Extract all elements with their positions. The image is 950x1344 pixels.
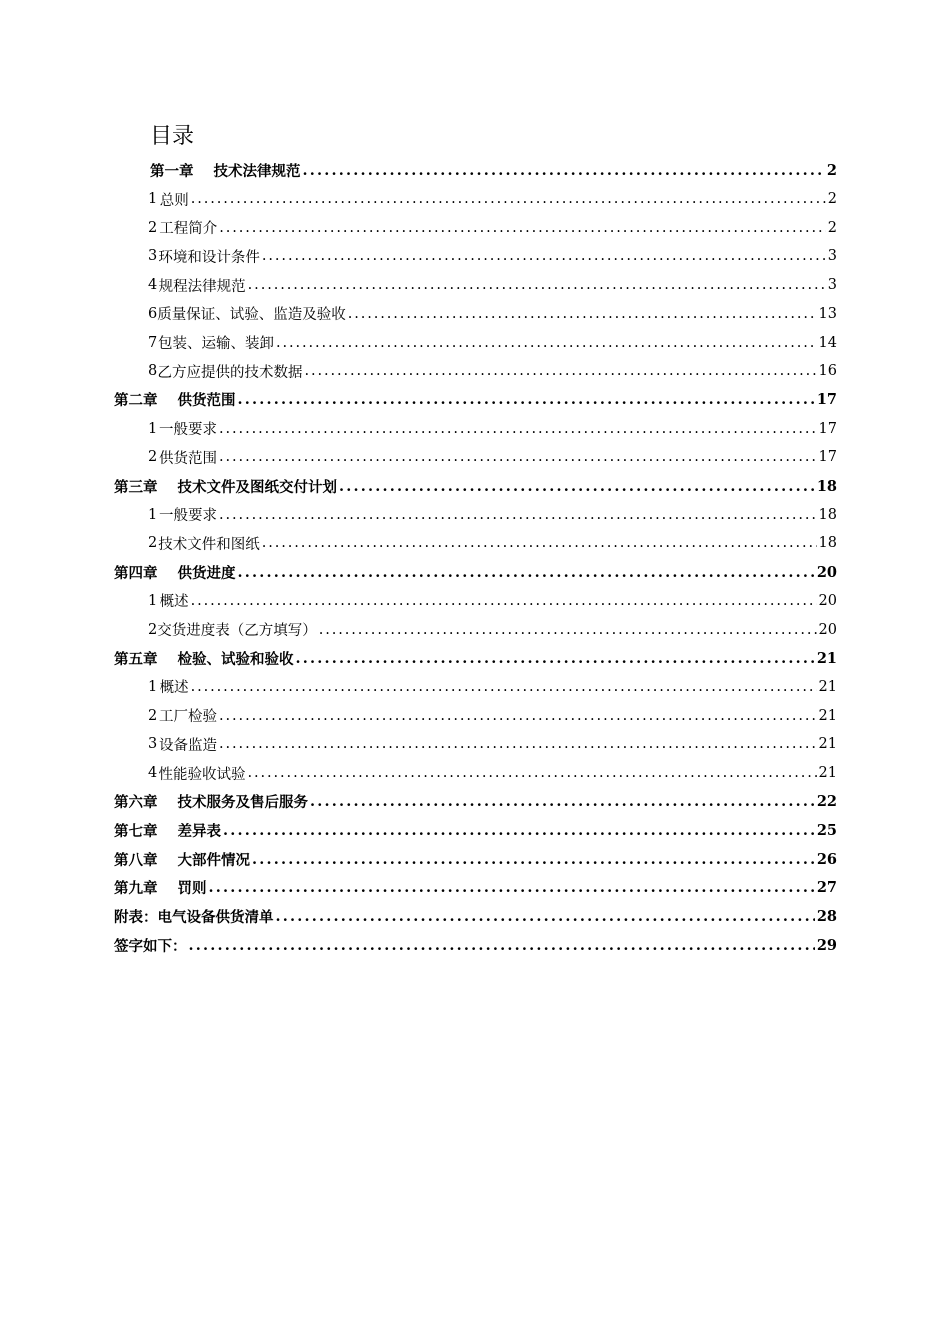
chapter-number: 第一章	[150, 162, 194, 180]
section-title: 乙方应提供的技术数据	[157, 364, 303, 381]
leader-dots	[304, 363, 816, 379]
page-number: 2	[827, 219, 837, 236]
toc-chapter-2[interactable]	[114, 386, 837, 415]
section-number: 3	[148, 736, 158, 753]
section-title: 性能验收试验	[158, 766, 246, 783]
page-number: 2	[827, 191, 837, 208]
toc-section[interactable]	[148, 414, 837, 443]
section-number: 4	[148, 765, 158, 782]
section-number: 6	[148, 305, 158, 322]
page-number: 3	[827, 248, 837, 265]
leader-dots	[238, 564, 815, 581]
section-title: 交货进度表（乙方填写）	[157, 623, 317, 640]
leader-dots	[219, 736, 817, 752]
page-number: 17	[818, 420, 837, 437]
chapter-number: 第九章	[114, 880, 158, 898]
toc-section[interactable]	[148, 673, 837, 702]
toc-section[interactable]	[148, 587, 837, 616]
section-title: 一般要求	[159, 508, 218, 525]
section-title: 工厂检验	[159, 709, 218, 726]
toc-section[interactable]	[148, 615, 837, 644]
section-title: 环境和设计条件	[158, 249, 260, 266]
leader-dots	[248, 765, 817, 781]
chapter-title: 大部件情况	[177, 851, 250, 869]
chapter-number: 第四章	[114, 564, 158, 582]
page-number: 20	[816, 563, 837, 581]
toc-section[interactable]	[148, 500, 837, 529]
chapter-title: 检验、试验和验收	[177, 650, 294, 668]
leader-dots	[348, 306, 817, 322]
toc-chapter-8[interactable]	[114, 845, 837, 874]
toc-chapter-1[interactable]	[150, 156, 837, 185]
chapter-number: 第二章	[114, 392, 158, 410]
section-number: 2	[148, 707, 158, 724]
leader-dots	[262, 535, 817, 551]
page-number: 21	[818, 765, 837, 782]
leader-dots	[219, 421, 817, 437]
section-title: 设备监造	[159, 737, 218, 754]
leader-dots	[191, 679, 817, 695]
leader-dots	[339, 478, 815, 495]
page-number: 21	[818, 678, 837, 695]
leader-dots	[219, 708, 817, 724]
page-number: 26	[816, 850, 837, 868]
section-number: 1	[148, 420, 158, 437]
section-number: 7	[148, 334, 158, 351]
toc-appendix[interactable]	[114, 902, 837, 931]
chapter-number: 第六章	[114, 794, 158, 812]
leader-dots	[189, 937, 815, 954]
leader-dots	[191, 593, 817, 609]
page-number: 20	[818, 621, 837, 638]
section-title: 包装、运输、装卸	[157, 336, 274, 353]
page-number: 21	[818, 736, 837, 753]
section-title: 概述	[159, 594, 189, 611]
signature-title: 签字如下：	[114, 937, 187, 955]
chapter-number: 第五章	[114, 650, 158, 668]
leader-dots	[276, 908, 815, 925]
toc-chapter-7[interactable]	[114, 816, 837, 845]
page-number: 18	[818, 506, 837, 523]
chapter-title: 技术法律规范	[213, 162, 301, 180]
section-title: 技术文件和图纸	[158, 536, 260, 553]
section-number: 1	[148, 191, 158, 208]
page-number: 22	[816, 793, 837, 811]
leader-dots	[303, 162, 825, 179]
toc-section[interactable]	[148, 701, 837, 730]
section-title: 工程简介	[159, 221, 218, 238]
leader-dots	[219, 507, 817, 523]
chapter-title: 技术文件及图纸交付计划	[177, 478, 337, 496]
section-title: 规程法律规范	[158, 278, 246, 295]
page-number: 3	[827, 277, 837, 294]
page-number: 28	[816, 908, 837, 926]
section-number: 1	[148, 678, 158, 695]
toc-chapter-3[interactable]	[114, 472, 837, 501]
toc-title: 目录	[150, 124, 195, 149]
appendix-title: 附表：电气设备供货清单	[114, 909, 274, 927]
page-number: 16	[818, 363, 837, 380]
page-number: 18	[818, 535, 837, 552]
chapter-title: 罚则	[177, 880, 207, 898]
section-title: 一般要求	[159, 422, 218, 439]
section-title: 总则	[159, 192, 189, 209]
leader-dots	[223, 822, 815, 839]
section-number: 1	[148, 592, 158, 609]
section-number: 2	[148, 449, 158, 466]
page-number: 18	[816, 477, 837, 495]
page-number: 14	[818, 334, 837, 351]
toc-section[interactable]	[148, 185, 837, 214]
toc-chapter-6[interactable]	[114, 787, 837, 816]
leader-dots	[262, 248, 826, 264]
toc-chapter-5[interactable]	[114, 644, 837, 673]
toc-section[interactable]	[148, 759, 837, 788]
toc-section[interactable]	[148, 300, 837, 329]
toc-section[interactable]	[148, 271, 837, 300]
chapter-number: 第三章	[114, 478, 158, 496]
leader-dots	[319, 622, 817, 638]
page-number: 27	[816, 879, 837, 897]
page-number: 29	[816, 936, 837, 954]
section-number: 2	[148, 535, 158, 552]
chapter-title: 供货进度	[177, 564, 236, 582]
toc-signature[interactable]	[114, 931, 837, 960]
page-number: 21	[818, 707, 837, 724]
chapter-number: 第七章	[114, 822, 158, 840]
toc-section[interactable]	[148, 242, 837, 271]
page-number: 25	[816, 821, 837, 839]
leader-dots	[310, 793, 815, 810]
toc-section[interactable]	[148, 529, 837, 558]
section-number: 1	[148, 506, 158, 523]
chapter-title: 技术服务及售后服务	[177, 794, 308, 812]
chapter-title: 差异表	[177, 822, 221, 840]
toc-section[interactable]	[148, 328, 837, 357]
leader-dots	[219, 449, 817, 465]
leader-dots	[248, 277, 826, 293]
section-number: 2	[148, 219, 158, 236]
section-number: 8	[148, 363, 158, 380]
page-number: 20	[818, 592, 837, 609]
leader-dots	[209, 879, 815, 896]
page-number: 2	[826, 161, 837, 179]
leader-dots	[296, 650, 815, 667]
toc-chapter-9[interactable]	[114, 874, 837, 903]
toc-section[interactable]	[148, 357, 837, 386]
leader-dots	[238, 391, 815, 408]
section-number: 3	[148, 248, 158, 265]
section-title: 供货范围	[159, 450, 218, 467]
leader-dots	[252, 851, 815, 868]
section-number: 4	[148, 277, 158, 294]
chapter-title: 供货范围	[177, 392, 236, 410]
toc-chapter-4[interactable]	[114, 558, 837, 587]
page-number: 21	[816, 649, 837, 667]
toc-section[interactable]	[148, 443, 837, 472]
page-number: 17	[816, 391, 837, 409]
leader-dots	[219, 220, 826, 236]
section-title: 概述	[159, 680, 189, 697]
page-number: 13	[818, 305, 837, 322]
section-title: 质量保证、试验、监造及验收	[157, 307, 346, 324]
leader-dots	[191, 191, 826, 207]
leader-dots	[276, 335, 817, 351]
page-number: 17	[818, 449, 837, 466]
chapter-number: 第八章	[114, 851, 158, 869]
toc-section[interactable]	[148, 213, 837, 242]
toc-section[interactable]	[148, 730, 837, 759]
section-number: 2	[148, 621, 158, 638]
